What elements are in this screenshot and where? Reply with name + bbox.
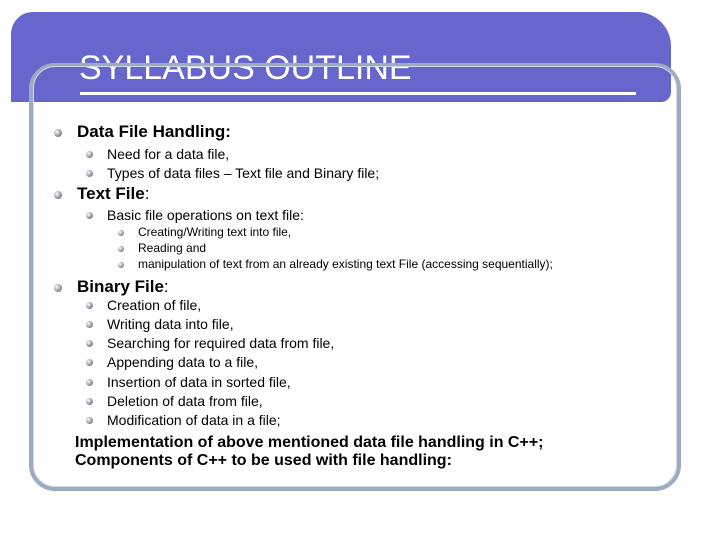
bullet-icon <box>86 151 93 158</box>
bullet-icon <box>86 417 93 424</box>
list-item: Creation of file, <box>107 297 202 313</box>
list-item: Types of data files – Text file and Binary file; <box>107 165 380 181</box>
bullet-icon <box>86 321 93 328</box>
sub-list-item: Creating/Writing text into file, <box>138 225 292 239</box>
bullet-icon <box>86 359 93 366</box>
section-heading-data-file-handling: Data File Handling: <box>77 122 231 141</box>
footer-line: Components of C++ to be used with file handling: <box>75 452 452 469</box>
bullet-icon <box>54 284 62 292</box>
list-item: Deletion of data from file, <box>107 393 263 409</box>
bullet-icon <box>86 170 93 177</box>
bullet-icon <box>86 302 93 309</box>
section-heading-text-file: Text File: <box>77 184 150 203</box>
list-item: Searching for required data from file, <box>107 335 335 351</box>
sub-list-item: manipulation of text from an already existing text File (accessing sequentially); <box>138 257 553 271</box>
bullet-icon <box>118 230 124 236</box>
bullet-icon <box>118 246 124 252</box>
list-item: Need for a data file, <box>107 146 230 162</box>
bullet-icon <box>54 191 62 199</box>
bullet-icon <box>118 262 124 268</box>
sub-list-item: Reading and <box>138 241 207 255</box>
bullet-icon <box>86 340 93 347</box>
bullet-icon <box>86 212 93 219</box>
list-item: Modification of data in a file; <box>107 412 281 428</box>
bullet-icon <box>54 129 62 137</box>
slide-title: SYLLABUS OUTLINE <box>79 49 412 87</box>
section-heading-binary-file: Binary File: <box>77 277 169 296</box>
list-item: Appending data to a file, <box>107 354 259 370</box>
list-item: Basic file operations on text file: <box>107 207 304 223</box>
footer-line: Implementation of above mentioned data file handling in C++; <box>75 434 544 451</box>
list-item: Writing data into file, <box>107 316 234 332</box>
list-item: Insertion of data in sorted file, <box>107 374 291 390</box>
bullet-icon <box>86 398 93 405</box>
bullet-icon <box>86 379 93 386</box>
